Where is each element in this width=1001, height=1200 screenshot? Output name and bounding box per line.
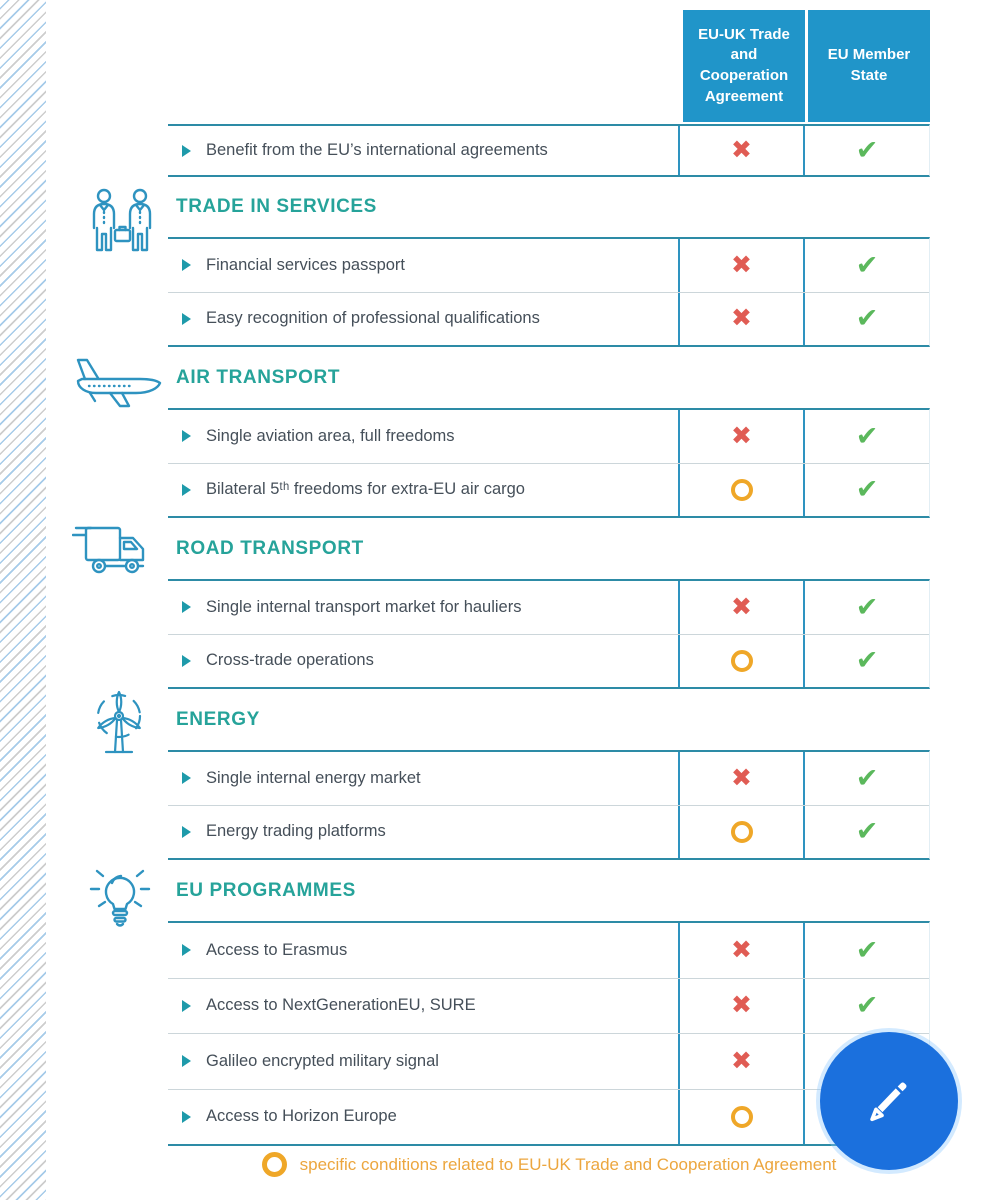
cross-icon bbox=[731, 424, 752, 449]
triangle-bullet-icon bbox=[182, 601, 191, 613]
row-label: Single internal energy market bbox=[206, 768, 421, 787]
table-row bbox=[168, 239, 929, 292]
trade-in-services-icon bbox=[80, 188, 164, 254]
table-row bbox=[168, 634, 929, 688]
condition-circle-icon bbox=[731, 1106, 753, 1128]
check-icon bbox=[856, 937, 879, 964]
section-heading-trade-in-services: TRADE IN SERVICES bbox=[176, 196, 377, 217]
row-label-cell bbox=[168, 1090, 678, 1145]
member-state-cell bbox=[803, 126, 929, 175]
tca-cell bbox=[678, 581, 803, 634]
triangle-bullet-icon bbox=[182, 1111, 191, 1123]
table-row bbox=[168, 805, 929, 859]
column-header-member-state: EU Member State bbox=[808, 10, 930, 122]
check-icon bbox=[856, 252, 879, 279]
table-row bbox=[168, 126, 929, 175]
member-state-cell bbox=[803, 979, 929, 1034]
member-state-cell bbox=[803, 293, 929, 346]
row-label: Energy trading platforms bbox=[206, 822, 386, 841]
row-group-trade-in-services bbox=[168, 237, 930, 347]
triangle-bullet-icon bbox=[182, 944, 191, 956]
triangle-bullet-icon bbox=[182, 484, 191, 496]
tca-cell bbox=[678, 1090, 803, 1145]
legend-text: specific conditions related to EU-UK Trade and Cooperation Agreement bbox=[299, 1154, 837, 1174]
triangle-bullet-icon bbox=[182, 430, 191, 442]
row-label: Benefit from the EU’s international agreements bbox=[206, 141, 548, 159]
cross-icon bbox=[731, 253, 752, 278]
member-state-cell bbox=[803, 581, 929, 634]
tca-cell bbox=[678, 1034, 803, 1089]
tca-cell bbox=[678, 752, 803, 805]
table-row bbox=[168, 1089, 929, 1145]
pencil-icon bbox=[860, 1071, 918, 1132]
row-label-cell bbox=[168, 581, 678, 634]
table-row bbox=[168, 923, 929, 978]
tca-cell bbox=[678, 410, 803, 463]
cross-icon bbox=[731, 766, 752, 791]
row-label-cell bbox=[168, 979, 678, 1034]
row-label: Bilateral 5ᵗʰ freedoms for extra-EU air cargo bbox=[206, 480, 525, 499]
airplane-icon bbox=[70, 352, 166, 414]
row-group-general bbox=[168, 124, 930, 177]
row-label: Single internal transport market for hauliers bbox=[206, 597, 522, 616]
member-state-cell bbox=[803, 464, 929, 517]
triangle-bullet-icon bbox=[182, 1000, 191, 1012]
cross-icon bbox=[731, 993, 752, 1018]
check-icon bbox=[856, 423, 879, 450]
row-label: Galileo encrypted military signal bbox=[206, 1051, 439, 1070]
lightbulb-icon bbox=[84, 862, 156, 930]
condition-circle-icon bbox=[731, 821, 753, 843]
row-group-eu-programmes bbox=[168, 921, 930, 1146]
section-heading-eu-programmes: EU PROGRAMMES bbox=[176, 879, 356, 901]
row-label-cell bbox=[168, 806, 678, 859]
legend bbox=[168, 1152, 930, 1177]
row-label: Cross-trade operations bbox=[206, 651, 374, 670]
tca-cell bbox=[678, 635, 803, 688]
tca-cell bbox=[678, 293, 803, 346]
row-label-cell bbox=[168, 126, 678, 175]
check-icon bbox=[856, 305, 879, 332]
table-row bbox=[168, 410, 929, 463]
tca-cell bbox=[678, 806, 803, 859]
cross-icon bbox=[731, 306, 752, 331]
table-row bbox=[168, 978, 929, 1034]
tca-cell bbox=[678, 126, 803, 175]
orange-circle-icon bbox=[262, 1152, 287, 1177]
row-label: Access to Horizon Europe bbox=[206, 1107, 397, 1126]
row-label-cell bbox=[168, 752, 678, 805]
row-label-cell bbox=[168, 464, 678, 517]
tca-cell bbox=[678, 464, 803, 517]
member-state-cell bbox=[803, 410, 929, 463]
condition-circle-icon bbox=[731, 650, 753, 672]
row-label: Access to Erasmus bbox=[206, 940, 348, 959]
cross-icon bbox=[731, 938, 752, 963]
member-state-cell bbox=[803, 752, 929, 805]
member-state-cell bbox=[803, 806, 929, 859]
row-label: Single aviation area, full freedoms bbox=[206, 426, 455, 445]
table-row bbox=[168, 581, 929, 634]
member-state-cell bbox=[803, 635, 929, 688]
section-heading-air-transport: AIR TRANSPORT bbox=[176, 366, 341, 388]
check-icon bbox=[856, 594, 879, 621]
check-icon bbox=[856, 765, 879, 792]
section-heading-road-transport: ROAD TRANSPORT bbox=[176, 537, 364, 559]
triangle-bullet-icon bbox=[182, 655, 191, 667]
check-icon bbox=[856, 647, 879, 674]
row-group-road-transport bbox=[168, 579, 930, 689]
wind-turbine-icon bbox=[80, 686, 158, 764]
triangle-bullet-icon bbox=[182, 145, 191, 157]
table-row bbox=[168, 752, 929, 805]
tca-cell bbox=[678, 979, 803, 1034]
truck-icon bbox=[72, 520, 164, 580]
triangle-bullet-icon bbox=[182, 259, 191, 271]
check-icon bbox=[856, 992, 879, 1019]
member-state-cell bbox=[803, 923, 929, 978]
row-label-cell bbox=[168, 239, 678, 292]
row-label: Easy recognition of professional qualifications bbox=[206, 309, 540, 328]
triangle-bullet-icon bbox=[182, 313, 191, 325]
tca-cell bbox=[678, 923, 803, 978]
condition-circle-icon bbox=[731, 479, 753, 501]
check-icon bbox=[856, 818, 879, 845]
table-row bbox=[168, 463, 929, 517]
cross-icon bbox=[731, 1049, 752, 1074]
edit-button[interactable] bbox=[820, 1032, 958, 1170]
row-label: Access to NextGenerationEU, SURE bbox=[206, 996, 476, 1015]
triangle-bullet-icon bbox=[182, 826, 191, 838]
row-label-cell bbox=[168, 1034, 678, 1089]
row-group-air-transport bbox=[168, 408, 930, 518]
row-label-cell bbox=[168, 923, 678, 978]
tca-cell bbox=[678, 239, 803, 292]
triangle-bullet-icon bbox=[182, 1055, 191, 1067]
section-heading-energy: ENERGY bbox=[176, 708, 260, 730]
row-label-cell bbox=[168, 410, 678, 463]
row-label-cell bbox=[168, 293, 678, 346]
triangle-bullet-icon bbox=[182, 772, 191, 784]
row-label-cell bbox=[168, 635, 678, 688]
table-row bbox=[168, 1033, 929, 1089]
cross-icon bbox=[731, 595, 752, 620]
table-row bbox=[168, 292, 929, 346]
diagonal-stripes-decoration bbox=[0, 0, 46, 1200]
member-state-cell bbox=[803, 239, 929, 292]
row-group-energy bbox=[168, 750, 930, 860]
check-icon bbox=[856, 476, 879, 503]
row-label: Financial services passport bbox=[206, 255, 405, 274]
check-icon bbox=[856, 137, 879, 164]
column-header-tca: EU-UK Trade and Cooperation Agreement bbox=[683, 10, 805, 122]
cross-icon bbox=[731, 138, 752, 163]
